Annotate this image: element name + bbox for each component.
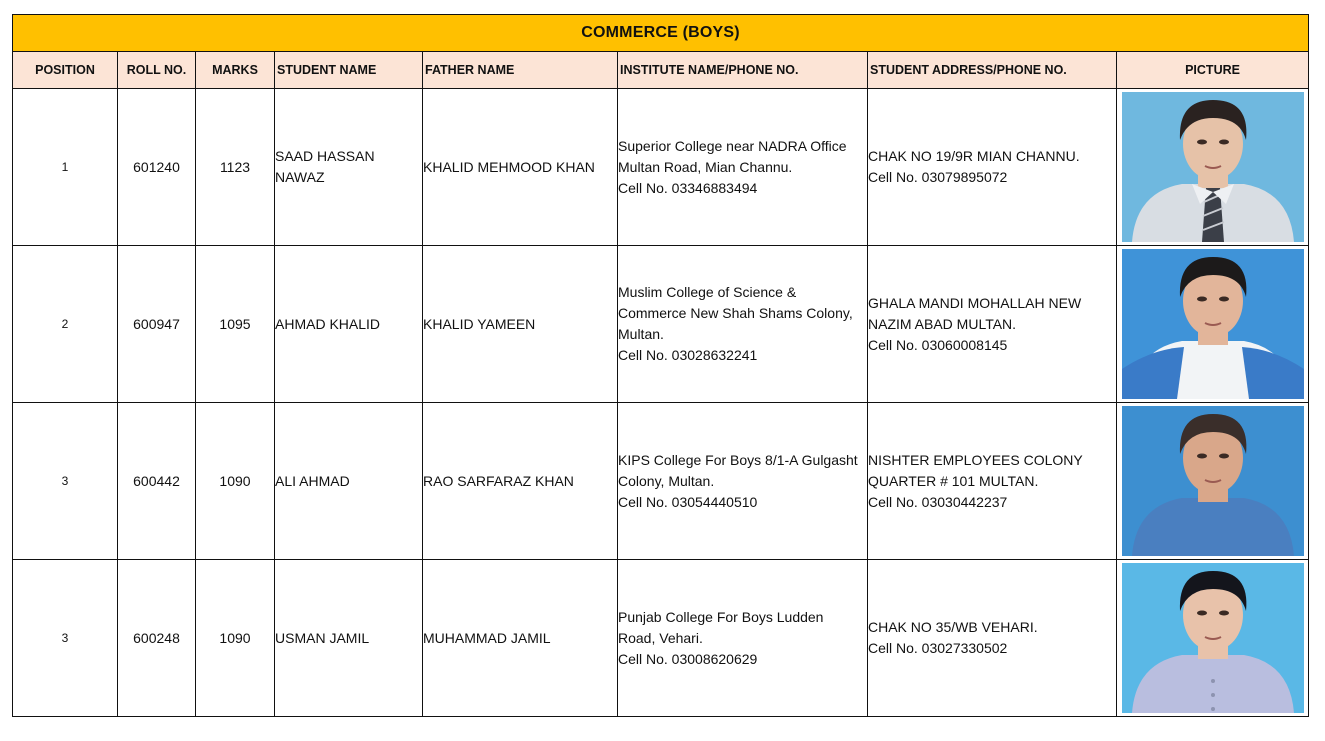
picture-cell — [1117, 403, 1309, 560]
student-photo — [1122, 563, 1304, 713]
table-title: COMMERCE (BOYS) — [13, 15, 1309, 52]
institute-cell — [618, 89, 868, 246]
student-name-line: SAAD HASSAN — [275, 148, 375, 164]
table-row — [13, 560, 1309, 717]
table-row — [13, 403, 1309, 560]
father-name-cell: KHALID YAMEEN — [423, 246, 618, 403]
picture-cell — [1117, 89, 1309, 246]
position-cell: 1 — [13, 89, 118, 246]
marks-cell: 1123 — [196, 89, 275, 246]
table-row — [13, 246, 1309, 403]
father-name-cell: KHALID MEHMOOD KHAN — [423, 89, 618, 246]
student-photo — [1122, 92, 1304, 242]
address-line: Cell No. 03079895072 — [868, 169, 1008, 185]
header-institute: INSTITUTE NAME/PHONE NO. — [618, 52, 868, 89]
picture-cell — [1117, 560, 1309, 717]
address-line: CHAK NO 19/9R MIAN CHANNU. — [868, 148, 1080, 164]
results-body — [13, 89, 1309, 717]
institute-line: Cell No. 03028632241 — [618, 347, 758, 363]
header-address: STUDENT ADDRESS/PHONE NO. — [868, 52, 1117, 89]
father-name-cell: RAO SARFARAZ KHAN — [423, 403, 618, 560]
results-table — [12, 14, 1309, 717]
student-name-line: NAWAZ — [275, 169, 325, 185]
institute-cell — [618, 403, 868, 560]
roll-no-cell: 601240 — [118, 89, 196, 246]
marks-cell: 1090 — [196, 560, 275, 717]
institute-line: Multan Road, Mian Channu. — [618, 158, 793, 175]
header-row — [13, 52, 1309, 89]
roll-no-cell: 600248 — [118, 560, 196, 717]
address-line: Cell No. 03060008145 — [868, 336, 1008, 353]
address-line: Cell No. 03030442237 — [868, 493, 1008, 510]
student-name-line: USMAN JAMIL — [275, 629, 370, 646]
address-cell — [868, 403, 1117, 560]
header-father-name: FATHER NAME — [423, 52, 618, 89]
student-name-cell — [275, 560, 423, 717]
student-photo — [1122, 249, 1304, 399]
address-line: CHAK NO 35/WB VEHARI. — [868, 619, 1038, 635]
student-name-cell — [275, 246, 423, 403]
marks-cell: 1095 — [196, 246, 275, 403]
position-cell: 3 — [13, 403, 118, 560]
student-name-line: ALI AHMAD — [275, 472, 350, 489]
institute-line: Muslim College of Science & — [618, 284, 797, 300]
picture-cell — [1117, 246, 1309, 403]
address-line: QUARTER # 101 MULTAN. — [868, 472, 1039, 489]
student-name-cell — [275, 403, 423, 560]
institute-line: Superior College near NADRA Office — [618, 137, 847, 154]
institute-line: KIPS College For Boys 8/1-A Gulgasht — [618, 451, 858, 468]
position-cell: 3 — [13, 560, 118, 717]
address-cell — [868, 560, 1117, 717]
address-line: NISHTER EMPLOYEES COLONY — [868, 451, 1083, 468]
student-photo — [1122, 406, 1304, 556]
table-row — [13, 89, 1309, 246]
roll-no-cell: 600442 — [118, 403, 196, 560]
header-position: POSITION — [13, 52, 118, 89]
header-picture: PICTURE — [1117, 52, 1309, 89]
title-row — [13, 15, 1309, 52]
marks-cell: 1090 — [196, 403, 275, 560]
institute-line: Road, Vehari. — [618, 629, 703, 646]
address-line: GHALA MANDI MOHALLAH NEW — [868, 294, 1082, 311]
header-student-name: STUDENT NAME — [275, 52, 423, 89]
header-marks: MARKS — [196, 52, 275, 89]
address-cell — [868, 89, 1117, 246]
roll-no-cell: 600947 — [118, 246, 196, 403]
header-roll-no: ROLL NO. — [118, 52, 196, 89]
address-line: Cell No. 03027330502 — [868, 640, 1008, 656]
institute-line: Cell No. 03346883494 — [618, 179, 758, 196]
institute-cell — [618, 560, 868, 717]
address-cell — [868, 246, 1117, 403]
institute-line: Commerce New Shah Shams Colony, — [618, 305, 853, 321]
student-name-cell — [275, 89, 423, 246]
position-cell: 2 — [13, 246, 118, 403]
address-line: NAZIM ABAD MULTAN. — [868, 315, 1017, 332]
institute-line: Cell No. 03054440510 — [618, 493, 758, 510]
institute-line: Punjab College For Boys Ludden — [618, 608, 824, 625]
institute-line: Colony, Multan. — [618, 472, 715, 489]
student-name-line: AHMAD KHALID — [275, 315, 381, 332]
institute-line: Cell No. 03008620629 — [618, 650, 758, 667]
father-name-cell: MUHAMMAD JAMIL — [423, 560, 618, 717]
institute-cell — [618, 246, 868, 403]
institute-line: Multan. — [618, 326, 664, 342]
